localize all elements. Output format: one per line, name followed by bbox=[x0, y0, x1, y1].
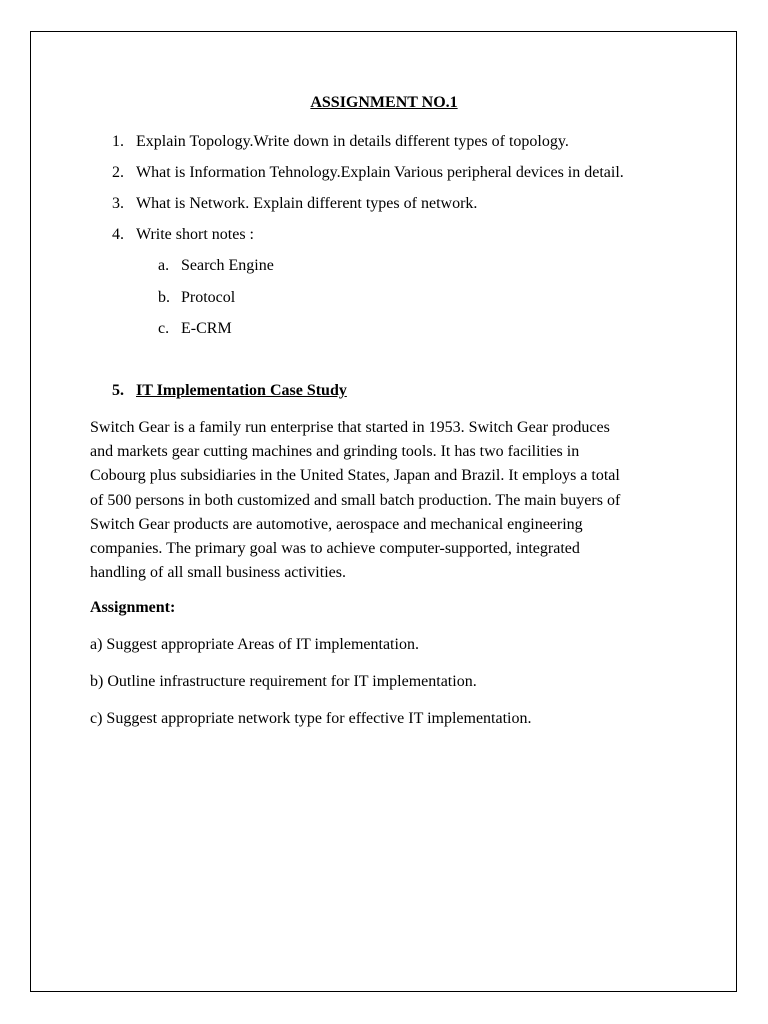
assignment-task: a) Suggest appropriate Areas of IT implementation. bbox=[90, 636, 419, 653]
question-text: What is Network. Explain different types of network. bbox=[136, 195, 478, 212]
short-note-item bbox=[158, 318, 232, 340]
short-note-letter: b. bbox=[158, 289, 170, 306]
paragraph-line: Switch Gear is a family run enterprise that started in 1953. Switch Gear produces bbox=[90, 419, 610, 436]
question-item bbox=[112, 224, 254, 246]
assignment-label: Assignment: bbox=[90, 599, 176, 616]
question-text: What is Information Tehnology.Explain Various peripheral devices in detail. bbox=[136, 164, 624, 181]
paragraph-line: Switch Gear products are automotive, aerospace and mechanical engineering bbox=[90, 515, 583, 533]
short-note-text: E-CRM bbox=[181, 320, 232, 337]
assignment-task: c) Suggest appropriate network type for effective IT implementation. bbox=[90, 710, 532, 727]
question-number: 4. bbox=[112, 226, 124, 243]
short-note-text: Search Engine bbox=[181, 257, 274, 274]
short-note-letter: a. bbox=[158, 257, 170, 274]
short-note-text: Protocol bbox=[181, 289, 236, 306]
document-title: ASSIGNMENT NO.1 bbox=[310, 94, 458, 111]
question-number: 2. bbox=[112, 164, 124, 181]
question-text: Write short notes : bbox=[136, 226, 254, 243]
assignment-task: b) Outline infrastructure requirement for IT implementation. bbox=[90, 673, 477, 690]
question-text: Explain Topology.Write down in details different types of topology. bbox=[136, 133, 569, 150]
paragraph-line: handling of all small business activities. bbox=[90, 564, 346, 582]
short-note-letter: c. bbox=[158, 320, 170, 337]
case-study-number: 5. bbox=[112, 382, 124, 399]
case-study-heading bbox=[112, 380, 347, 402]
question-item bbox=[112, 193, 477, 215]
question-item bbox=[112, 162, 624, 184]
paragraph-line: of 500 persons in both customized and small batch production. The main buyers of bbox=[90, 491, 621, 509]
paragraph-line: companies. The primary goal was to achieve computer-supported, integrated bbox=[90, 540, 580, 558]
short-note-item bbox=[158, 255, 274, 277]
case-study-paragraph bbox=[90, 416, 690, 585]
paragraph-line: Cobourg plus subsidiaries in the United States, Japan and Brazil. It employs a total bbox=[90, 467, 620, 485]
question-item bbox=[112, 131, 569, 153]
case-study-title: IT Implementation Case Study bbox=[136, 382, 347, 399]
paragraph-line: and markets gear cutting machines and grinding tools. It has two facilities in bbox=[90, 443, 580, 461]
short-note-item bbox=[158, 287, 235, 309]
question-number: 1. bbox=[112, 133, 124, 150]
question-number: 3. bbox=[112, 195, 124, 212]
